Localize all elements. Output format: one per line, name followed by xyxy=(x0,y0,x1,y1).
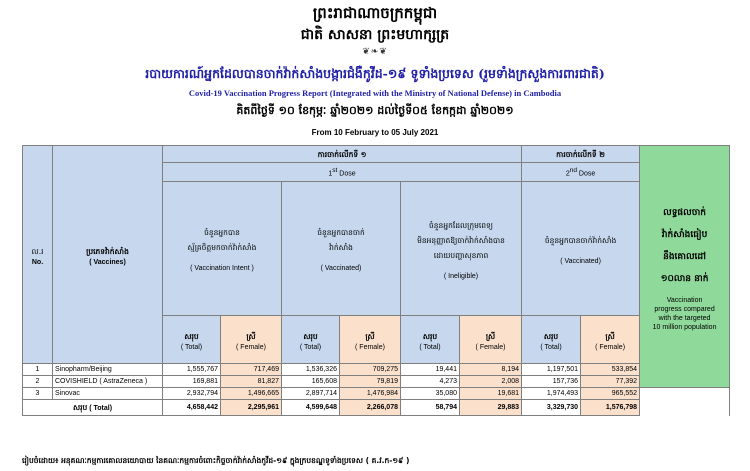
table-row xyxy=(23,376,730,388)
total-vacc2-female: 1,576,798 xyxy=(581,400,640,416)
inelig-female: 19,681 xyxy=(460,388,522,400)
intent-female: 717,469 xyxy=(221,364,282,376)
vaccination-table xyxy=(22,145,730,416)
inelig-female: 2,008 xyxy=(460,376,522,388)
total-inelig: 58,794 xyxy=(401,400,460,416)
total-intent: 4,658,442 xyxy=(163,400,221,416)
intent-female: 81,827 xyxy=(221,376,282,388)
total-vacc1-female: 2,266,078 xyxy=(340,400,401,416)
kingdom-heading: ព្រះរាជាណាចក្រកម្ពុជា xyxy=(312,4,438,22)
dose1-header-khmer: ការចាក់លើកទី ១ xyxy=(163,146,522,163)
vaccine-name: Sinovac xyxy=(53,388,163,400)
vacc2-female-header: ស្រី ( Female) xyxy=(581,316,640,364)
inelig-total: 35,080 xyxy=(401,388,460,400)
target-comparison-panel: លទ្ធផលចាក់ វ៉ាក់សាំងធៀប នឹងគោលដៅ ១០លាន នាក់ Vaccination progress compared with the targeted 10 million population xyxy=(640,146,730,388)
dose2-header-khmer: ការចាក់លើកទី ២ xyxy=(522,146,640,163)
vacc2-female: 965,552 xyxy=(581,388,640,400)
ineligible-header: ចំនួនអ្នកដែលក្រុមពេទ្យ មិនអនុញ្ញាតឱ្យចាក់វ៉ាក់សាំងបាន ដោយបញ្ហាសុខភាព ( Ineligible) xyxy=(401,182,522,316)
report-period: From 10 February to 05 July 2021 xyxy=(311,128,439,137)
intent-header: ចំនួនអ្នកបាន ស្ម័គ្រចិត្តមកចាក់វ៉ាក់សាំង ( Vaccination Intent ) xyxy=(163,182,282,316)
inelig-female-header: ស្រី ( Female) xyxy=(460,316,522,364)
inelig-total-header: សរុប ( Total) xyxy=(401,316,460,364)
intent-female: 1,496,665 xyxy=(221,388,282,400)
vaccine-header: ប្រភេទវ៉ាក់សាំង ( Vaccines) xyxy=(53,146,163,364)
inelig-female: 8,194 xyxy=(460,364,522,376)
report-title-english: Covid-19 Vaccination Progress Report (Integrated with the Ministry of National Defense) in Cambodia xyxy=(188,88,562,98)
report-date-khmer: គិតពីថ្ងៃទី ១០ ខែកុម្ភៈ ឆ្នាំ២០២១ ដល់ថ្ងៃទី០៥ ខែកក្កដា ឆ្នាំ២០២១ xyxy=(236,104,514,117)
inelig-total: 19,441 xyxy=(401,364,460,376)
total-vacc1: 4,599,648 xyxy=(282,400,340,416)
vacc1-total: 1,536,326 xyxy=(282,364,340,376)
vacc1-female: 79,819 xyxy=(340,376,401,388)
intent-total-header: សរុប ( Total) xyxy=(163,316,221,364)
report-title-khmer: របាយការណ៍អ្នកដែលបានចាក់វ៉ាក់សាំងបង្ការជំងឺកូវីដ-១៩ ទូទាំងប្រទេស (រួមទាំងក្រសួងការពារជាតិ) xyxy=(145,66,605,81)
dose1-header-english: 1st Dose xyxy=(163,163,522,182)
vacc2-total: 157,736 xyxy=(522,376,581,388)
vacc2-female: 533,854 xyxy=(581,364,640,376)
prepared-by-note: រៀបចំដោយ៖ អនុគណៈកម្មការគោលនយោបាយ នៃគណៈកម្មការចំពោះកិច្ចចាក់វ៉ាក់សាំងកូវីដ-១៩ ក្នុងក្របខណ្ឌទូទាំងប្រទេស ( គ.វ.ក-១៩ ) xyxy=(22,456,410,465)
inelig-total: 4,273 xyxy=(401,376,460,388)
row-number: 1 xyxy=(23,364,53,376)
vacc1-female: 709,275 xyxy=(340,364,401,376)
intent-total: 1,555,767 xyxy=(163,364,221,376)
national-motto: ជាតិ សាសនា ព្រះមហាក្សត្រ xyxy=(300,27,450,43)
intent-female-header: ស្រី ( Female) xyxy=(221,316,282,364)
number-header: ល.រ No. xyxy=(23,146,53,364)
vacc2-total-header: សរុប ( Total) xyxy=(522,316,581,364)
row-number: 3 xyxy=(23,388,53,400)
vacc1-female-header: ស្រី ( Female) xyxy=(340,316,401,364)
vaccinated-dose1-header: ចំនួនអ្នកបានចាក់ វ៉ាក់សាំង ( Vaccinated) xyxy=(282,182,401,316)
vaccine-name: Sinopharm/Beijing xyxy=(53,364,163,376)
table-row xyxy=(23,364,730,376)
total-vacc2: 3,329,730 xyxy=(522,400,581,416)
vacc1-total: 2,897,714 xyxy=(282,388,340,400)
vacc1-total: 165,608 xyxy=(282,376,340,388)
dose2-header-english: 2nd Dose xyxy=(522,163,640,182)
table-row xyxy=(23,388,730,400)
vacc2-female: 77,392 xyxy=(581,376,640,388)
vacc1-total-header: សរុប ( Total) xyxy=(282,316,340,364)
totals-row xyxy=(23,400,730,416)
row-number: 2 xyxy=(23,376,53,388)
total-intent-female: 2,295,961 xyxy=(221,400,282,416)
vaccine-name: COVISHIELD ( AstraZeneca ) xyxy=(53,376,163,388)
intent-total: 2,932,794 xyxy=(163,388,221,400)
ornament-divider: ❦❧❦ xyxy=(362,47,388,57)
intent-total: 169,881 xyxy=(163,376,221,388)
vacc2-total: 1,197,501 xyxy=(522,364,581,376)
vacc2-total: 1,974,493 xyxy=(522,388,581,400)
vaccinated-dose2-header: ចំនួនអ្នកបានចាក់វ៉ាក់សាំង ( Vaccinated) xyxy=(522,182,640,316)
totals-label: សរុប ( Total) xyxy=(23,400,163,416)
vacc1-female: 1,476,984 xyxy=(340,388,401,400)
total-inelig-female: 29,883 xyxy=(460,400,522,416)
